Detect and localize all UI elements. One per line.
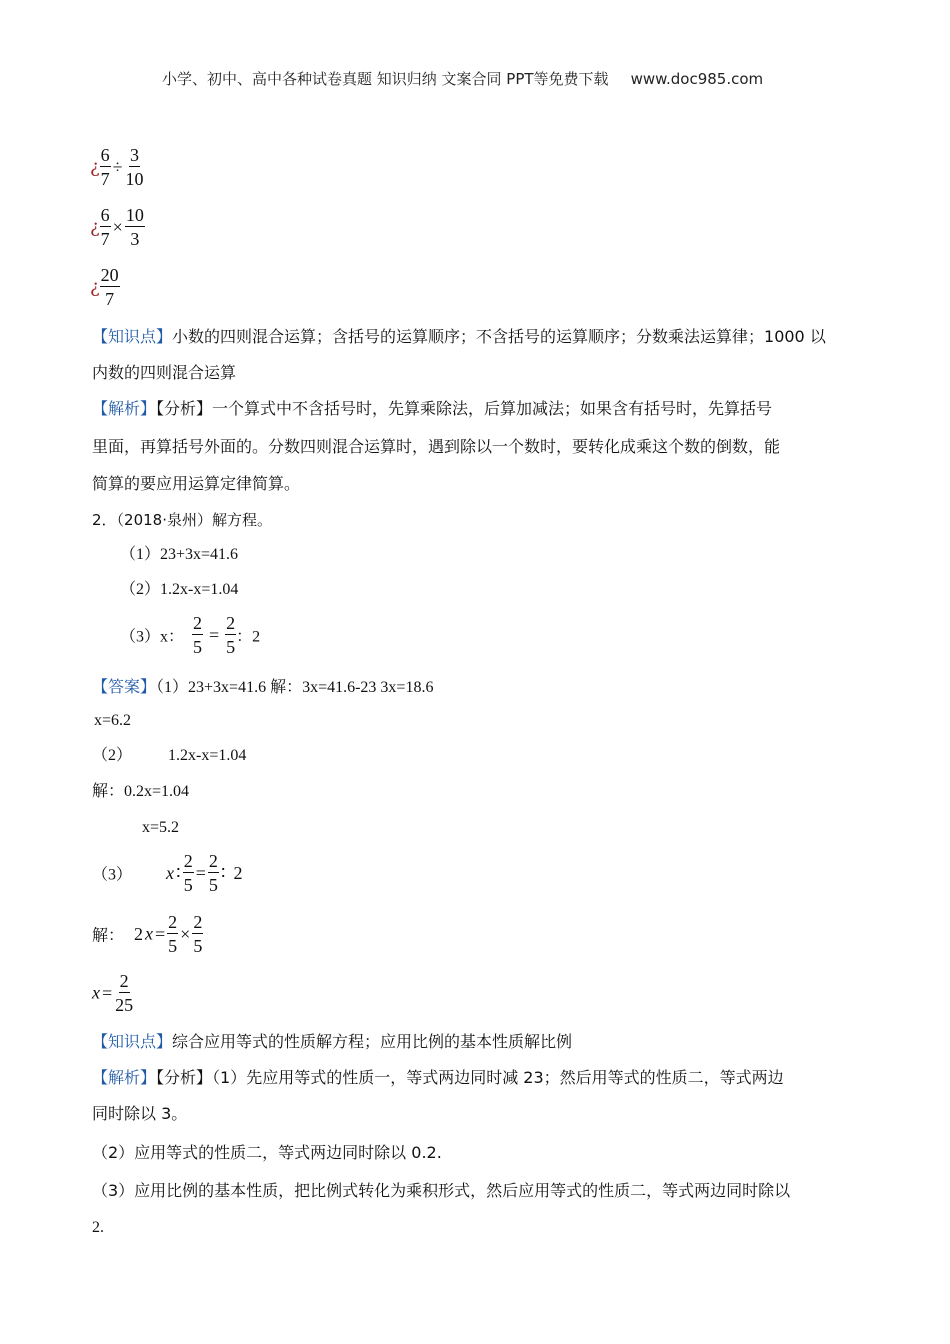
answer-label: （2） bbox=[92, 747, 133, 764]
question-2-item-2 bbox=[120, 580, 238, 600]
variable: x bbox=[145, 923, 154, 944]
equation-prefix: （3）x： bbox=[120, 628, 185, 646]
analysis-2-line-2 bbox=[92, 1104, 187, 1124]
analysis-text: （1）先应用等式的性质一，等式两边同时减 23；然后用等式的性质二，等式两边 bbox=[212, 1068, 784, 1087]
knowledge-text: 内数的四则混合运算 bbox=[92, 363, 237, 382]
answer-line-7 bbox=[92, 913, 203, 955]
analysis-text: 里面，再算括号外面的。分数四则混合运算时，遇到除以一个数时，要转化成乘这个数的倒数，能 bbox=[92, 437, 781, 456]
answer-tag: 【答案】 bbox=[92, 677, 157, 696]
operator: × bbox=[112, 216, 123, 237]
answer-text: 1.2x-x=1.04 bbox=[168, 747, 247, 764]
fraction: $\frac{2}{25}$ bbox=[115, 971, 134, 1015]
analysis-text: （2）应用等式的性质二，等式两边同时除以 0.2. bbox=[92, 1143, 442, 1162]
fraction: $\frac{2}{5}$ bbox=[193, 613, 203, 657]
fraction: $\frac{6}{7}$ bbox=[100, 145, 110, 189]
knowledge-point-2 bbox=[92, 1032, 572, 1052]
fraction: $\frac{2}{5}$ bbox=[183, 851, 193, 895]
answer-line-1 bbox=[92, 677, 433, 698]
analysis-text: 简算的要应用运算定律简算。 bbox=[92, 474, 301, 493]
fraction: $\frac{3}{10}$ bbox=[125, 145, 144, 189]
operator: = bbox=[155, 923, 166, 944]
analysis-text: 2. bbox=[92, 1219, 104, 1236]
analysis-subtag: 【分析】 bbox=[156, 1068, 213, 1087]
calc-line-2 bbox=[90, 206, 145, 248]
fraction: $\frac{6}{7}$ bbox=[100, 205, 110, 249]
fraction: $\frac{2}{5}$ bbox=[208, 851, 218, 895]
answer-label: （3） bbox=[92, 866, 133, 884]
analysis-1-line-3 bbox=[92, 474, 300, 494]
value: 2 bbox=[233, 862, 243, 883]
knowledge-point-tag: 【知识点】 bbox=[92, 1032, 173, 1051]
placeholder-mark: ¿ bbox=[90, 216, 100, 238]
knowledge-text: 综合应用等式的性质解方程；应用比例的基本性质解比例 bbox=[172, 1032, 573, 1051]
answer-label: 解： bbox=[92, 927, 125, 945]
answer-line-6 bbox=[92, 852, 245, 894]
answer-line-5 bbox=[142, 818, 179, 838]
analysis-2-line-5 bbox=[92, 1218, 104, 1238]
question-2-title bbox=[92, 510, 272, 530]
analysis-1-line-2 bbox=[92, 437, 780, 457]
knowledge-text: 小数的四则混合运算；含括号的运算顺序；不含括号的运算顺序；分数乘法运算律；1000 以 bbox=[172, 327, 826, 346]
variable: x bbox=[166, 862, 175, 883]
analysis-subtag: 【分析】 bbox=[156, 399, 213, 418]
fraction: $\frac{2}{5}$ bbox=[226, 613, 236, 657]
answer-text: 解：0.2x=1.04 bbox=[92, 783, 190, 800]
operator: = bbox=[209, 624, 220, 645]
placeholder-mark: ¿ bbox=[90, 156, 100, 178]
calc-line-3 bbox=[90, 266, 120, 308]
question-2-item-1 bbox=[120, 545, 238, 565]
analysis-text: 一个算式中不含括号时，先算乘除法，后算加减法；如果含有括号时，先算括号 bbox=[212, 399, 773, 418]
answer-text: （1）23+3x=41.6 解：3x=41.6-23 3x=18.6 bbox=[156, 679, 434, 696]
answer-text: x=5.2 bbox=[142, 819, 180, 836]
question-title: 2．（2018·泉州）解方程。 bbox=[92, 511, 272, 529]
operator: × bbox=[180, 923, 191, 944]
analysis-2-line-4 bbox=[92, 1181, 790, 1201]
analysis-2 bbox=[92, 1068, 784, 1088]
fraction: $\frac{2}{5}$ bbox=[193, 912, 203, 956]
knowledge-point-1 bbox=[92, 327, 826, 347]
analysis-text: （3）应用比例的基本性质，把比例式转化为乘积形式，然后应用等式的性质二，等式两边同时除以 bbox=[92, 1181, 791, 1200]
calc-line-1 bbox=[90, 146, 145, 188]
header-url[interactable]: www.doc985.com bbox=[630, 70, 764, 88]
equation: （2）1.2x-x=1.04 bbox=[120, 581, 239, 598]
placeholder-mark: ¿ bbox=[90, 276, 100, 298]
operator: = bbox=[195, 862, 206, 883]
answer-line-2 bbox=[94, 711, 131, 731]
answer-line-8 bbox=[92, 972, 134, 1014]
operator: ÷ bbox=[112, 156, 123, 177]
equation-suffix: ：2 bbox=[236, 628, 261, 646]
analysis-1 bbox=[92, 399, 772, 419]
page-header bbox=[162, 68, 763, 89]
variable: x bbox=[92, 982, 100, 1003]
analysis-tag: 【解析】 bbox=[92, 399, 157, 418]
fraction: $\frac{20}{7}$ bbox=[100, 265, 119, 309]
analysis-text: 同时除以 3。 bbox=[92, 1104, 188, 1123]
knowledge-point-1-cont bbox=[92, 363, 236, 383]
question-2-item-3 bbox=[120, 614, 260, 656]
analysis-2-line-3 bbox=[92, 1143, 442, 1163]
header-text: 小学、初中、高中各种试卷真题 知识归纳 文案合同 PPT等免费下载 bbox=[162, 70, 609, 88]
analysis-tag: 【解析】 bbox=[92, 1068, 157, 1087]
operator: ∶ bbox=[176, 862, 181, 883]
fraction: $\frac{2}{5}$ bbox=[168, 912, 178, 956]
answer-line-4 bbox=[92, 782, 189, 802]
answer-line-3 bbox=[92, 746, 246, 766]
knowledge-point-tag: 【知识点】 bbox=[92, 327, 173, 346]
answer-text: x=6.2 bbox=[94, 712, 132, 729]
equation: （1）23+3x=41.6 bbox=[120, 546, 239, 563]
fraction: $\frac{10}{3}$ bbox=[125, 205, 144, 249]
operator: ∶ bbox=[220, 862, 226, 883]
operator: = bbox=[102, 982, 113, 1003]
value: 2 bbox=[134, 923, 144, 944]
